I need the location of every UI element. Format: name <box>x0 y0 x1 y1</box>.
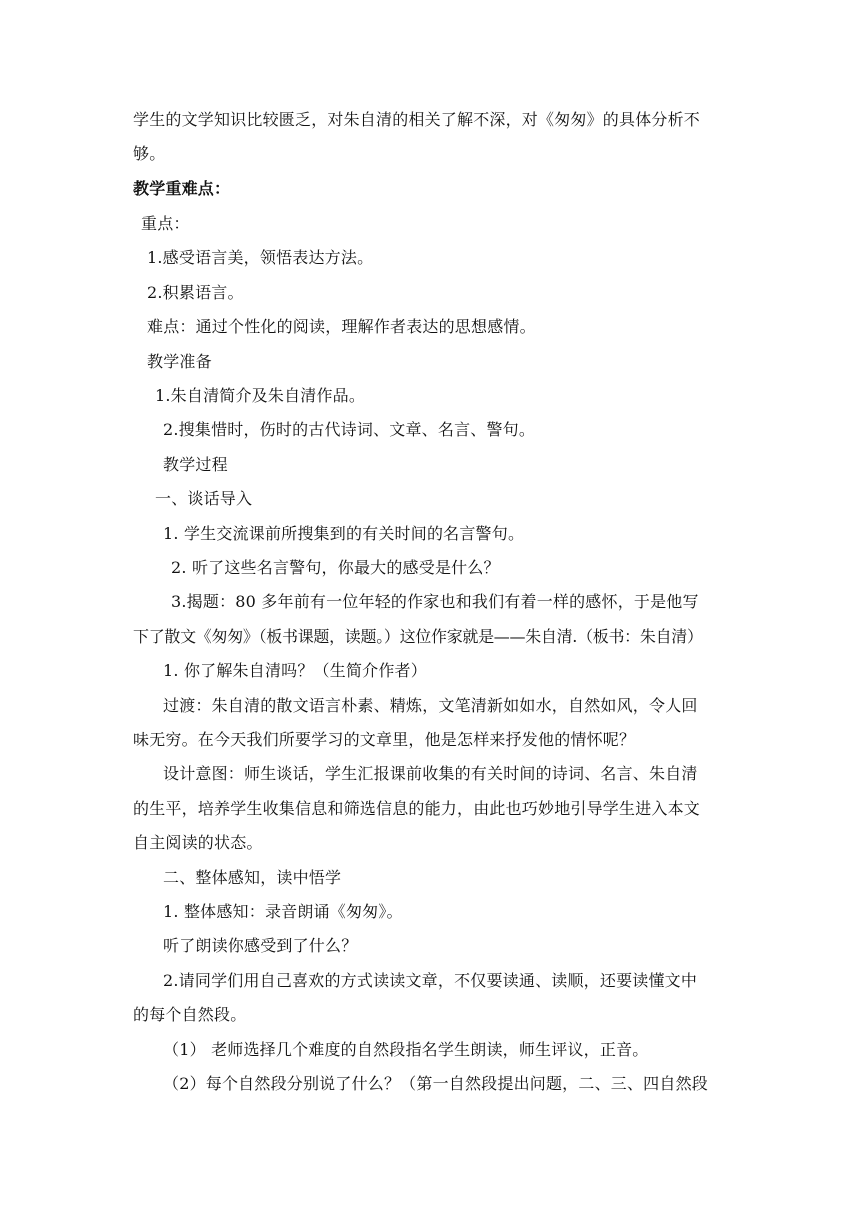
list-item: 2.搜集惜时，伤时的古代诗词、文章、名言、警句。 <box>163 420 536 439</box>
paragraph-line: 过渡：朱自清的散文语言朴素、精炼，文笔清新如如水，自然如风，令人回 <box>163 696 698 715</box>
paragraph-line: 自主阅读的状态。 <box>133 833 263 852</box>
paragraph-line: 学生的文学知识比较匮乏，对朱自清的相关了解不深，对《匆匆》的具体分析不 <box>133 110 701 129</box>
list-item: 1.朱自清简介及朱自清作品。 <box>155 386 366 405</box>
paragraph-line: 味无穷。在今天我们所要学习的文章里，他是怎样来抒发他的情怀呢？ <box>133 730 636 749</box>
paragraph-line: 听了朗读你感受到了什么？ <box>163 936 358 955</box>
paragraph-line: 难点：通过个性化的阅读，理解作者表达的思想感情。 <box>147 317 536 336</box>
subheading-preparation: 教学准备 <box>147 352 212 371</box>
paragraph-line: 设计意图：师生谈话，学生汇报课前收集的有关时间的诗词、名言、朱自清 <box>163 764 698 783</box>
paragraph-line: 的生平，培养学生收集信息和筛选信息的能力，由此也巧妙地引导学生进入本文 <box>133 799 701 818</box>
list-item: 1.感受语言美，领悟表达方法。 <box>147 248 374 267</box>
paragraph-line: 够。 <box>133 144 166 163</box>
subheading-overall: 二、整体感知，读中悟学 <box>163 868 342 887</box>
subheading-key-points: 重点： <box>141 214 190 233</box>
list-item: （1） 老师选择几个难度的自然段指名学生朗读，师生评议，正音。 <box>163 1040 649 1059</box>
list-item: 2. 听了这些名言警句，你最大的感受是什么？ <box>171 558 500 577</box>
list-item: 2.积累语言。 <box>147 283 244 302</box>
list-item: （2）每个自然段分别说了什么？（第一自然段提出问题，二、三、四自然段 <box>163 1074 708 1093</box>
paragraph-line: 2.请同学们用自己喜欢的方式读读文章，不仅要读通、读顺，还要读懂文中 <box>163 971 698 990</box>
list-item: 1. 整体感知：录音朗诵《匆匆》。 <box>163 902 403 921</box>
list-item: 1. 学生交流课前所搜集到的有关时间的名言警句。 <box>163 524 525 543</box>
list-item: 1. 你了解朱自清吗？（生简介作者） <box>163 661 427 680</box>
paragraph-line: 的每个自然段。 <box>133 1005 247 1024</box>
paragraph-line: 下了散文《匆匆》（板书课题，读题。）这位作家就是——朱自清.（板书：朱自清） <box>133 627 703 646</box>
section-heading: 教学重难点： <box>133 179 231 198</box>
subheading-intro: 一、谈话导入 <box>155 489 253 508</box>
subheading-process: 教学过程 <box>163 455 228 474</box>
paragraph-line: 3.揭题：80 多年前有一位年轻的作家也和我们有着一样的感怀，于是他写 <box>171 592 699 611</box>
